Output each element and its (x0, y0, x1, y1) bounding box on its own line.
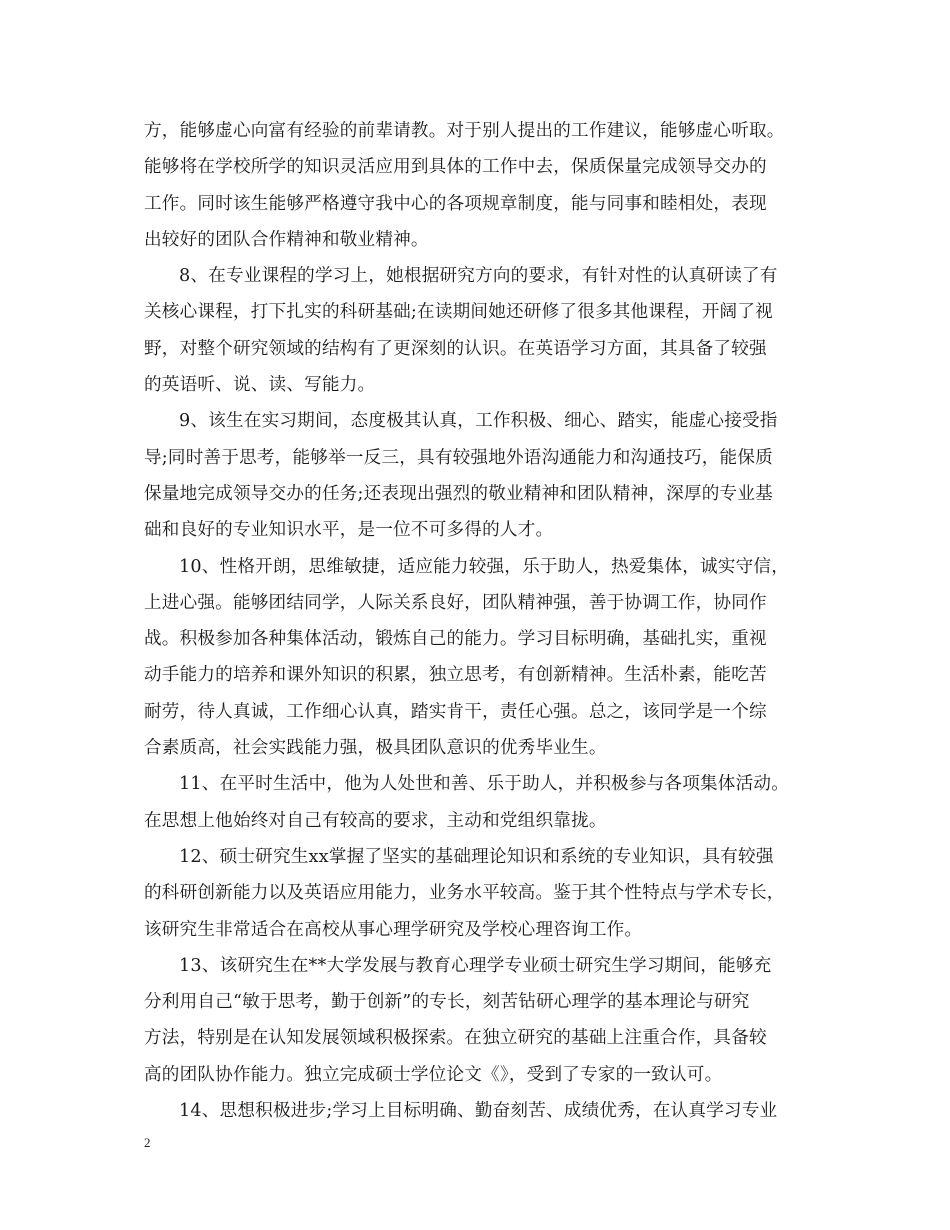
text-line: 耐劳，待人真诚，工作细心认真，踏实肯干，责任心强。总之，该同学是一个综 (144, 701, 767, 722)
paragraph-8-start: 8、在专业课程的学习上，她根据研究方向的要求，有针对性的认真研读了有 (179, 266, 778, 287)
paragraph-10-start: 10、性格开朗，思维敏捷，适应能力较强，乐于助人，热爱集体，诚实守信， (179, 556, 789, 577)
text-line: 野，对整个研究领域的结构有了更深刻的认识。在英语学习方面，其具备了较强 (144, 338, 767, 359)
text-line: 高的团队协作能力。独立完成硕士学位论文《》，受到了专家的一致认可。 (144, 1064, 723, 1085)
text-line: 合素质高，社会实践能力强，极具团队意识的优秀毕业生。 (144, 738, 607, 759)
text-line: 出较好的团队合作精神和敬业精神。 (144, 229, 429, 250)
text-line: 础和良好的专业知识水平，是一位不可多得的人才。 (144, 520, 554, 541)
text-line: 战。积极参加各种集体活动，锻炼自己的能力。学习目标明确，基础扎实，重视 (144, 629, 767, 650)
paragraph-13-start: 13、该研究生在**大学发展与教育心理学专业硕士研究生学习期间，能够充 (179, 955, 772, 976)
text-line: 导;同时善于思考，能够举一反三，具有较强地外语沟通能力和沟通技巧，能保质 (144, 447, 773, 468)
body-text (144, 113, 810, 1129)
text-line: 方，能够虚心向富有经验的前辈请教。对于别人提出的工作建议，能够虚心听取。 (144, 121, 785, 141)
text-line: 能够将在学校所学的知识灵活应用到具体的工作中去，保质保量完成领导交办的 (144, 157, 767, 178)
text-line: 工作。同时该生能够严格遵守我中心的各项规章制度，能与同事和睦相处，表现 (144, 193, 767, 214)
text-line: 的科研创新能力以及英语应用能力，业务水平较高。鉴于其个性特点与学术专长， (144, 883, 785, 904)
text-line: 保量地完成领导交办的任务;还表现出强烈的敬业精神和团队精神，深厚的专业基 (144, 483, 773, 504)
text-line: 分利用自己“敏于思考，勤于创新”的专长，刻苦钻研心理学的基本理论与研究 (144, 992, 750, 1013)
text-line: 动手能力的培养和课外知识的积累，独立思考，有创新精神。生活朴素，能吃苦 (144, 665, 767, 686)
text-line: 关核心课程，打下扎实的科研基础;在读期间她还研修了很多其他课程，开阔了视 (144, 302, 773, 323)
text-line: 在思想上他始终对自己有较高的要求，主动和党组织靠拢。 (144, 810, 607, 831)
page-number: 2 (144, 1135, 151, 1150)
paragraph-12-start: 12、硕士研究生xx掌握了坚实的基础理论知识和系统的专业知识，具有较强 (179, 846, 774, 867)
text-line: 该研究生非常适合在高校从事心理学研究及学校心理咨询工作。 (144, 919, 643, 940)
text-line: 方法，特别是在认知发展领域积极探索。在独立研究的基础上注重合作，具备较 (144, 1028, 767, 1049)
text-line: 上进心强。能够团结同学，人际关系良好，团队精神强，善于协调工作，协同作 (144, 592, 767, 613)
paragraph-11-start: 11、在平时生活中，他为人处世和善、乐于助人，并积极参与各项集体活动。 (179, 774, 789, 795)
paragraph-14-start: 14、思想积极进步;学习上目标明确、勤奋刻苦、成绩优秀，在认真学习专业 (179, 1101, 778, 1122)
paragraph-9-start: 9、该生在实习期间，态度极其认真，工作积极、细心、踏实，能虚心接受指 (179, 411, 778, 432)
text-line: 的英语听、说、读、写能力。 (144, 375, 376, 396)
